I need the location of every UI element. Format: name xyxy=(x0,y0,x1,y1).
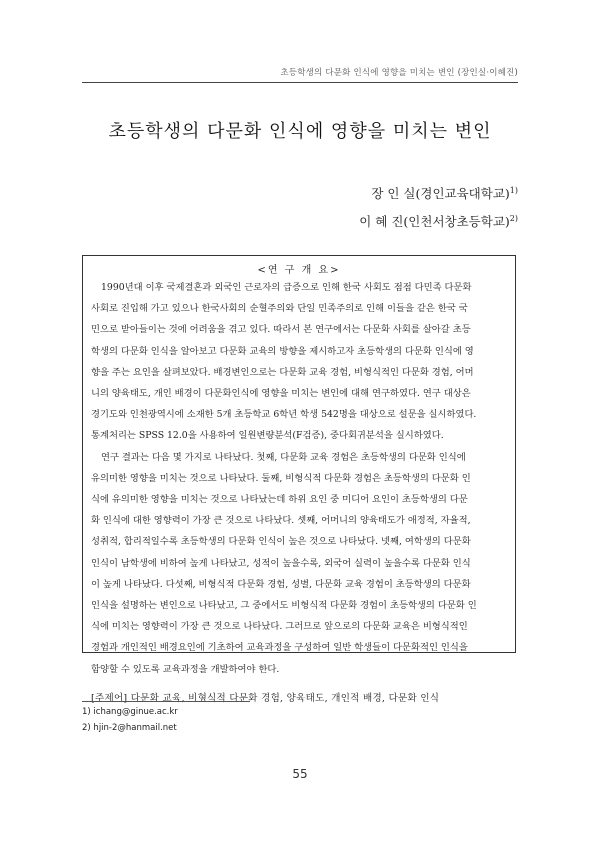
author-1 xyxy=(371,184,518,202)
abstract-paragraph-2 xyxy=(91,447,507,680)
abstract-line: 사회로 진입해 가고 있으나 한국사회의 순혈주의와 단일 민족주의로 인해 이들을 같은 한국 국 xyxy=(91,303,468,315)
abstract-line: 민으로 받아들이는 것에 어려움을 겪고 있다. 따라서 본 연구에서는 다문화 사회를 살아갈 초등 xyxy=(91,324,471,336)
author-1-note: 1) xyxy=(509,185,518,195)
abstract-line: 성취적, 합리적일수록 초등학생의 다문화 인식이 높은 것으로 나타났다. 넷째, 여학생의 다문화 xyxy=(91,536,471,548)
abstract-line: 연구 결과는 다음 몇 가지로 나타났다. 첫째, 다문화 교육 경험은 초등학생의 다문화 인식에 xyxy=(101,451,466,463)
running-head: 초등학생의 다문화 인식에 영향을 미치는 변인 (장인실·이혜진) xyxy=(280,68,518,78)
author-1-name: 장 인 실(경인교육대학교) xyxy=(371,186,510,201)
abstract-heading: <연 구 개 요> xyxy=(257,265,341,276)
abstract-line: 니의 양육태도, 개인 배경이 다문화인식에 영향을 미치는 변인에 대해 연구하였다. 연구 대상은 xyxy=(91,388,471,400)
author-2-note: 2) xyxy=(509,213,518,223)
abstract-line: 식에 유의미한 영향을 미치는 것으로 나타났는데 하위 요인 중 미디어 요인이 초등학생의 다문 xyxy=(91,494,468,506)
abstract-line: 통계처리는 SPSS 12.0을 사용하여 일원변량분석(F검증), 중다회귀분석을 실시하였다. xyxy=(91,430,444,442)
header-rule xyxy=(82,82,518,83)
paper-title: 초등학생의 다문화 인식에 영향을 미치는 변인 xyxy=(108,121,492,142)
abstract-box xyxy=(82,255,516,704)
abstract-line: 이 높게 나타났다. 다섯째, 비형식적 다문화 경험, 성별, 다문화 교육 경험이 초등학생의 다문화 xyxy=(91,578,471,590)
abstract-line: 1990년대 이후 국제결혼과 외국인 근로자의 급증으로 인해 한국 사회도 점점 다민족 다문화 xyxy=(101,282,472,293)
footnote-rule xyxy=(82,701,250,702)
author-2-name: 이 혜 진(인천서창초등학교) xyxy=(359,214,510,229)
abstract-line: 인식이 남학생에 비하여 높게 나타났고, 성적이 높을수록, 외국어 실력이 높을수록 다문화 인식 xyxy=(91,557,471,569)
page-number: 55 xyxy=(292,767,308,781)
abstract-line: 경기도와 인천광역시에 소재한 5개 초등학교 6학년 학생 542명을 대상으로 설문을 실시하였다. xyxy=(91,409,477,421)
keywords: [주제어] 다문화 교육, 비형식적 다문화 경험, 양육태도, 개인적 배경, 다문화 인식 xyxy=(91,692,440,704)
abstract-line: 유의미한 영향을 미치는 것으로 나타났다. 둘째, 비형식적 다문화 경험은 초등학생의 다문화 인 xyxy=(91,472,471,484)
author-2 xyxy=(359,212,518,230)
abstract-line: 학생의 다문화 인식을 알아보고 다문화 교육의 방향을 제시하고자 초등학생의 다문화 인식에 영 xyxy=(91,345,474,357)
footnote-2: 2) hjin-2@hanmail.net xyxy=(82,723,177,733)
abstract-line: 화 인식에 대한 영향력이 가장 큰 것으로 나타났다. 셋째, 어머니의 양육태도가 애정적, 자율적, xyxy=(91,515,471,527)
abstract-line: 경험과 개인적인 배경요인에 기초하여 교육과정을 구성하여 일반 학생들이 다문화적인 인식을 xyxy=(91,642,468,654)
abstract-line: 함양할 수 있도록 교육과정을 개발하여야 한다. xyxy=(91,663,280,675)
abstract-paragraph-1 xyxy=(91,277,507,447)
footnote-1: 1) ichang@ginue.ac.kr xyxy=(82,707,178,717)
abstract-line: 향을 주는 요인을 살펴보았다. 배경변인으로는 다문화 교육 경험, 비형식적인 다문화 경험, 어머 xyxy=(91,366,474,378)
abstract-line: 인식을 설명하는 변인으로 나타났고, 그 중에서도 비형식적 다문화 경험이 초등학생의 다문화 인 xyxy=(91,600,477,612)
abstract-line: 식에 미치는 영향력이 가장 큰 것으로 나타났다. 그러므로 앞으로의 다문화 교육은 비형식적인 xyxy=(91,621,468,633)
